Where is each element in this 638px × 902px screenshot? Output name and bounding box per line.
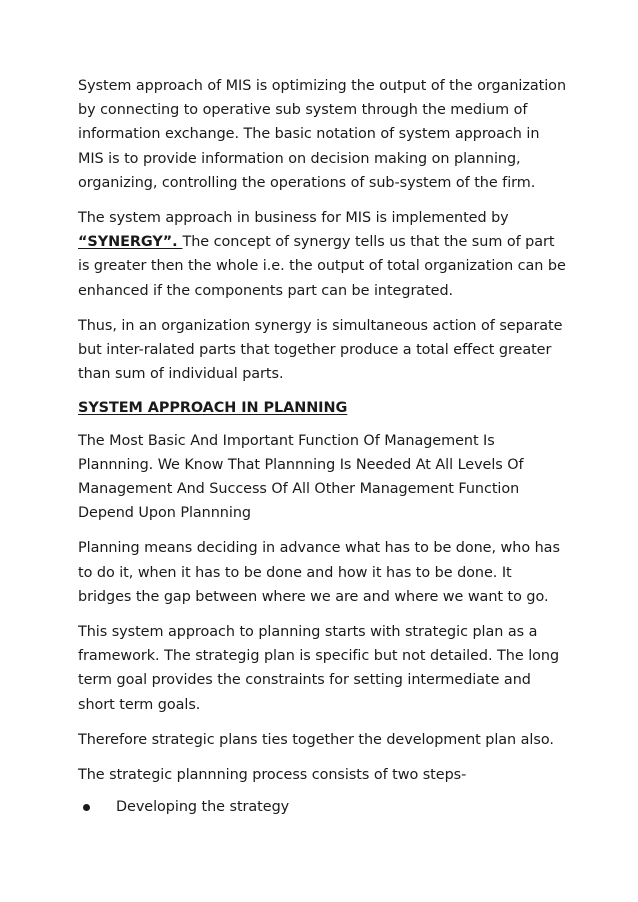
synergy-rest-text: The concept of synergy tells us that the sum of part is greater then the whole i.e. the output of total organization can be enhanced if the components part can be integrated.	[78, 234, 566, 299]
paragraph-planning-definition: Planning means deciding in advance what has to be done, who has to do it, when it has to be done and how it has to be done. It bridges the gap between where we are and where we want to go.	[78, 540, 560, 605]
paragraph-process-steps: The strategic plannning process consists of two steps-	[78, 767, 467, 784]
steps-list	[78, 795, 568, 819]
paragraph-development-plan: Therefore strategic plans ties together the development plan also.	[78, 731, 554, 748]
list-item	[78, 795, 568, 819]
synergy-lead-text: The system approach in business for MIS is implemented by	[78, 210, 509, 227]
bullet-icon	[83, 804, 90, 811]
paragraph-system-approach-intro: System approach of MIS is optimizing the output of the organization by connecting to operative sub system through the medium of information exchange. The basic notation of system approach in MIS is to provide information on decision making on planning, organizing, controlling the operations of sub-system of the firm.	[78, 78, 567, 191]
paragraph-planning-importance: The Most Basic And Important Function Of Management Is Plannning. We Know That Plannning Is Needed At All Levels Of Management And Success Of All Other Management Function Depend Upon Plannning	[78, 432, 524, 522]
list-item-text: Developing the strategy	[116, 799, 290, 816]
document-page	[78, 74, 568, 819]
synergy-term: “SYNERGY”.	[78, 234, 183, 251]
paragraph-synergy-definition: Thus, in an organization synergy is simultaneous action of separate but inter-ralated parts that together produce a total effect greater than sum of individual parts.	[78, 317, 563, 383]
paragraph-strategic-plan: This system approach to planning starts with strategic plan as a framework. The strategig plan is specific but not detailed. The long term goal provides the constraints for setting intermediate and short term goals.	[78, 624, 560, 713]
paragraph-synergy	[78, 206, 568, 303]
section-heading-planning: SYSTEM APPROACH IN PLANNING	[78, 400, 348, 417]
